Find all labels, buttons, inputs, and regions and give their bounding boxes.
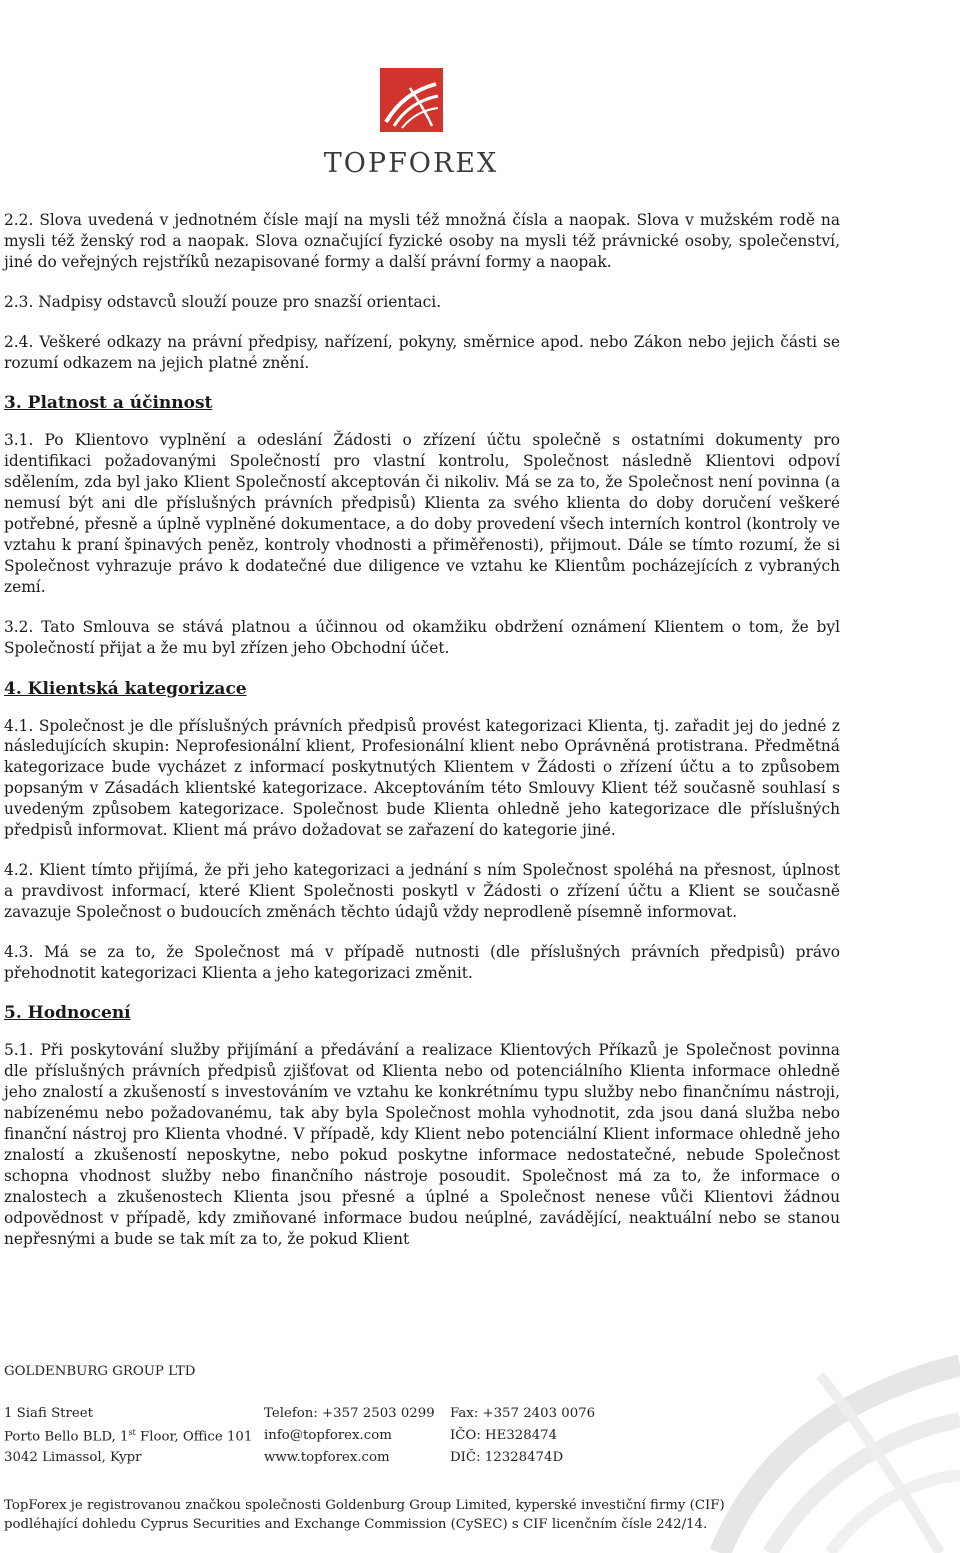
legal-line-1: TopForex je registrovanou značkou společnosti Goldenburg Group Limited, kyperské investiční firmy (CIF) <box>4 1498 725 1513</box>
heading-platnost: 3. Platnost a účinnost <box>4 393 213 414</box>
fax: Fax: +357 2403 0076 <box>450 1406 596 1421</box>
address-line-3: 3042 Limassol, Kypr <box>4 1450 142 1465</box>
paragraph-2-4: 2.4. Veškeré odkazy na právní předpisy, nařízení, pokyny, směrnice apod. nebo Zákon nebo jejich části se rozumí odkazem na jejich platné znění. <box>4 332 840 372</box>
document-body <box>4 210 840 1269</box>
paragraph-4-1: 4.1. Společnost je dle příslušných právních předpisů provést kategorizaci Klienta, tj. zařadit jej do jedné z následujících skupin: Neprofesionální klient, Profesionální klient nebo Oprávněná protistrana. Předmětná kategorizace bude vycházet z informací poskytnutých Klientem v Žádosti o zřízení účtu a to způsobem popsaným v Zásadách klientské kategorizace. Akceptováním této Smlouvy Klient též současně souhlasí s uvedeným způsobem kategorizace. Společnost bude Klienta ohledně jeho kategorizace dle příslušných předpisů informovat. Klient má právo dožadovat se zařazení do kategorie jiné. <box>4 716 840 840</box>
address-line-2: Porto Bello BLD, 1st Floor, Office 101 <box>4 1428 253 1445</box>
phone: Telefon: +357 2503 0299 <box>264 1406 435 1421</box>
ico: IČO: HE328474 <box>450 1428 558 1443</box>
paragraph-4-2: 4.2. Klient tímto přijímá, že při jeho kategorizaci a jednání s ním Společnost spoléhá na přesnost, úplnost a pravdivost informací, které Klient Společnosti poskytl v Žádosti o zřízení účtu a Klient se současně zavazuje Společnost o budoucích změnách těchto údajů vždy neprodleně písemně informovat. <box>4 860 840 921</box>
paragraph-2-2: 2.2. Slova uvedená v jednotném čísle mají na mysli též množná čísla a naopak. Slova v mužském rodě na mysli též ženský rod a naopak. Slova označující fyzické osoby na mysli též právnické osoby, společenství, jiné do veřejných rejstříků nezapisované formy a další právní formy a naopak. <box>4 211 840 271</box>
paragraph-4-3: 4.3. Má se za to, že Společnost má v případě nutnosti (dle příslušných právních předpisů) právo přehodnotit kategorizaci Klienta a jeho kategorizaci změnit. <box>4 942 840 982</box>
legal-line-2: podléhající dohledu Cyprus Securities and Exchange Commission (CySEC) s CIF licenčním čísle 242/14. <box>4 1517 708 1532</box>
paragraph-3-1: 3.1. Po Klientovo vyplnění a odeslání Žádosti o zřízení účtu společně s ostatními dokumenty pro identifikaci požadovanými Společností pro vlastní kontrolu, Společnost následně Klientovi odpoví sdělením, zda byl jako Klient Společností akceptován či nikoliv. Má se za to, že Společnost není povinna (a nemusí být ani dle příslušných právních předpisů) Klienta za svého klienta do doby doručení veškeré potřebné, přesně a úplně vyplněné dokumentace, a do doby provedení všech interních kontrol (kontroly ve vztahu k praní špinavých peněz, kontroly vhodnosti a přiměřenosti), přijmout. Dále se tímto rozumí, že si Společnost vyhrazuje právo k dodatečné due diligence ve vztahu ke Klientům pocházejících z vybraných zemí. <box>4 431 840 596</box>
paragraph-2-3: 2.3. Nadpisy odstavců slouží pouze pro snazší orientaci. <box>4 292 442 311</box>
paragraph-5-1: 5.1. Při poskytování služby přijímání a předávání a realizace Klientových Příkazů je Společnost povinna dle příslušných právních předpisů zjišťovat od Klienta nebo od potenciálního Klienta informace ohledně jeho znalostí a zkušeností s investováním ve vztahu ke konkrétnímu typu služby nebo finančnímu nástroji, nabízenému nebo požadovanému, tak aby byla Společnost mohla vyhodnotit, zda jsou daná služba nebo finanční nástroj pro Klienta vhodné. V případě, kdy Klient nebo potenciální Klient informace ohledně jeho znalostí a zkušeností neposkytne, nebo pokud poskytne informace nedostatečné, nebude Společnost schopna vhodnost služby nebo finančního nástroje posoudit. Společnost má za to, že informace o znalostech a zkušenostech Klienta jsou přesné a úplné a Společnost nenese vůči Klientovi žádnou odpovědnost v případě, kdy zmiňované informace budou neúplné, zavádějící, neaktuální nebo se stanou nepřesnými a bude se tak mít za to, že pokud Klient <box>4 1041 840 1248</box>
logo-mark-icon <box>380 68 443 132</box>
logo-text: TOPFOREX <box>323 148 499 179</box>
address-line-1: 1 Siafi Street <box>4 1406 93 1421</box>
website-link[interactable]: www.topforex.com <box>264 1450 390 1465</box>
footer-row-1 <box>4 1406 824 1424</box>
company-name: GOLDENBURG GROUP LTD <box>4 1364 196 1379</box>
email-link[interactable]: info@topforex.com <box>264 1428 392 1443</box>
dic: DIČ: 12328474D <box>450 1450 564 1465</box>
footer-row-2 <box>4 1428 824 1446</box>
legal-notice <box>4 1496 764 1534</box>
heading-kategorizace: 4. Klientská kategorizace <box>4 678 247 699</box>
paragraph-3-2: 3.2. Tato Smlouva se stává platnou a účinnou od okamžiku obdržení oznámení Klientem o tom, že byl Společností přijat a že mu byl zřízen jeho Obchodní účet. <box>4 617 840 657</box>
footer-row-3 <box>4 1450 824 1468</box>
heading-hodnoceni: 5. Hodnocení <box>4 1003 131 1024</box>
